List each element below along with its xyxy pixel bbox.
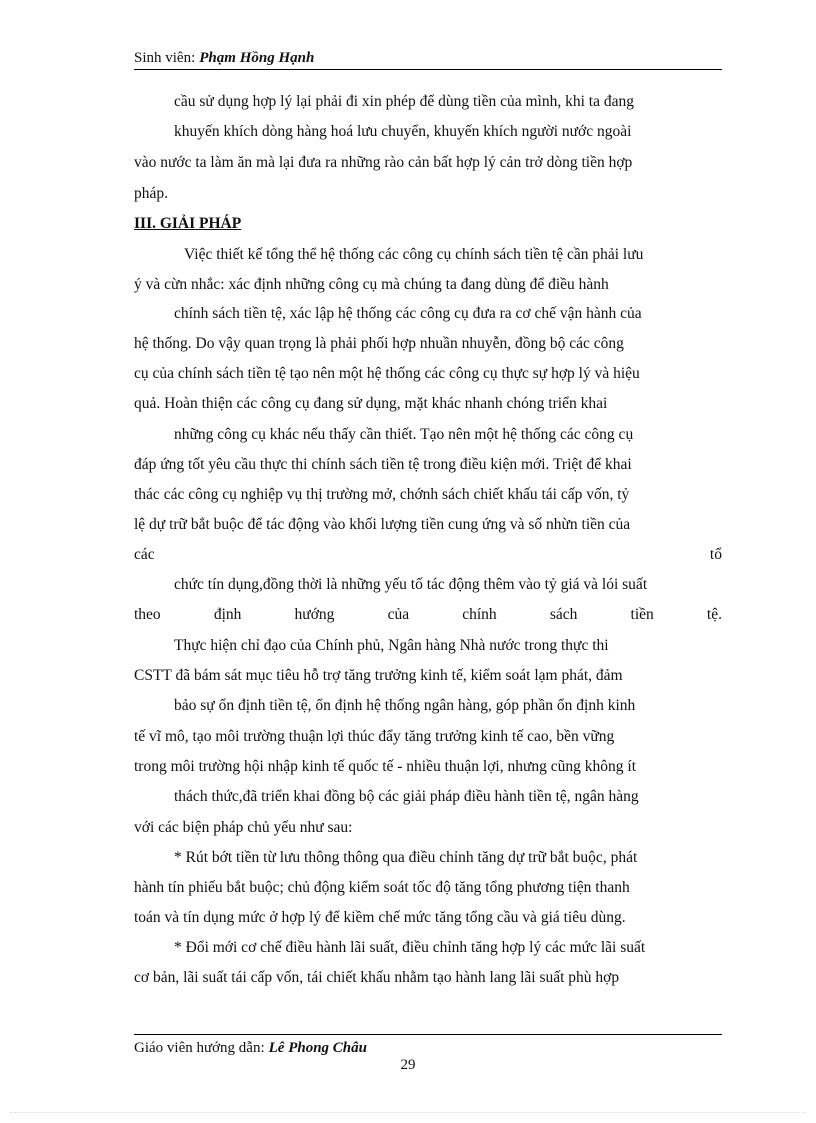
text-line: hệ thống. Do vậy quan trọng là phải phối hợp nhuần nhuyễn, đồng bộ các công xyxy=(134,335,624,352)
text-line: thác các công cụ nghiệp vụ thị trường mở, chớnh sách chiết khấu tái cấp vốn, tỷ xyxy=(134,486,630,503)
text-line: bảo sự ổn định tiền tệ, ổn định hệ thống ngân hàng, góp phần ổn định kinh xyxy=(174,697,636,714)
text-line: pháp. xyxy=(134,185,169,202)
text-line: CSTT đã bám sát mục tiêu hỗ trợ tăng trưởng kinh tế, kiểm soát lạm phát, đảm xyxy=(134,667,623,684)
text-line: cụ của chính sách tiền tệ tạo nên một hệ thống các công cụ thực sự hợp lý và hiệu xyxy=(134,365,640,382)
text-line: * Rút bớt tiền từ lưu thông thông qua điều chỉnh tăng dự trữ bắt buộc, phát xyxy=(174,849,638,866)
footer-rule xyxy=(134,1034,722,1035)
text-line: khuyến khích dòng hàng hoá lưu chuyển, khuyến khích người nước ngoài xyxy=(174,123,632,140)
page-number: 29 xyxy=(400,1057,416,1073)
text-line: lệ dự trữ bắt buộc để tác động vào khối lượng tiền cung ứng và số nhừn tiền của xyxy=(134,516,631,533)
page-edge-divider xyxy=(10,1112,806,1113)
text-line: thách thức,đã triển khai đồng bộ các giải pháp điều hành tiền tệ, ngân hàng xyxy=(174,788,639,805)
text-line: hành tín phiếu bắt buộc; chủ động kiểm soát tốc độ tăng tổng phương tiện thanh xyxy=(134,879,630,896)
page-header xyxy=(134,50,722,67)
text-line: với các biện pháp chủ yếu như sau: xyxy=(134,819,353,836)
text-line: theo định hướng của chính sách tiền tệ. xyxy=(134,606,722,623)
text-line: toán và tín dụng mức ở hợp lý để kiềm chế mức tăng tổng cầu và giá tiêu dùng. xyxy=(134,909,626,926)
text-line: các tổ xyxy=(134,546,722,563)
text-line: cơ bản, lãi suất tái cấp vốn, tái chiết khấu nhằm tạo hành lang lãi suất phù hợp xyxy=(134,969,620,986)
text-line: Thực hiện chỉ đạo của Chính phủ, Ngân hàng Nhà nước trong thực thi xyxy=(174,637,609,654)
student-label: Sinh viên: xyxy=(134,50,196,66)
text-line: Việc thiết kế tổng thể hệ thống các công cụ chính sách tiền tệ cần phải lưu xyxy=(184,246,644,263)
header-rule xyxy=(134,69,722,70)
text-line: cầu sử dụng hợp lý lại phải đi xin phép để dùng tiền của mình, khi ta đang xyxy=(174,93,634,110)
advisor-name: Lê Phong Châu xyxy=(268,1040,367,1056)
advisor-label: Giáo viên hướng dẫn: xyxy=(134,1040,265,1056)
text-line: chức tín dụng,đồng thời là những yếu tố tác động thêm vào tỷ giá và lói suất xyxy=(174,576,648,593)
text-line: tế vĩ mô, tạo môi trường thuận lợi thúc đẩy tăng trưởng kinh tế cao, bền vững xyxy=(134,728,615,745)
page-footer xyxy=(134,1040,722,1057)
text-line: quả. Hoàn thiện các công cụ đang sử dụng, mặt khác nhanh chóng triển khai xyxy=(134,395,608,412)
text-line: chính sách tiền tệ, xác lập hệ thống các công cụ đưa ra cơ chế vận hành của xyxy=(174,305,642,322)
student-name: Phạm Hồng Hạnh xyxy=(199,50,315,66)
text-line: trong môi trường hội nhập kinh tế quốc tế - nhiều thuận lợi, nhưng cũng không ít xyxy=(134,758,637,775)
text-line: vào nước ta làm ăn mà lại đưa ra những rào cản bất hợp lý cản trở dòng tiền hợp xyxy=(134,154,633,171)
text-line: đáp ứng tốt yêu cầu thực thi chính sách tiền tệ trong điều kiện mới. Triệt để khai xyxy=(134,456,632,473)
section-heading: III. GIẢI PHÁP xyxy=(134,215,242,232)
text-line: những công cụ khác nếu thấy cần thiết. Tạo nên một hệ thống các công cụ xyxy=(174,426,634,443)
text-line: * Đổi mới cơ chế điều hành lãi suất, điều chỉnh tăng hợp lý các mức lãi suất xyxy=(174,939,646,956)
text-line: ý và cừn nhắc: xác định những công cụ mà chúng ta đang dùng để điều hành xyxy=(134,276,609,293)
